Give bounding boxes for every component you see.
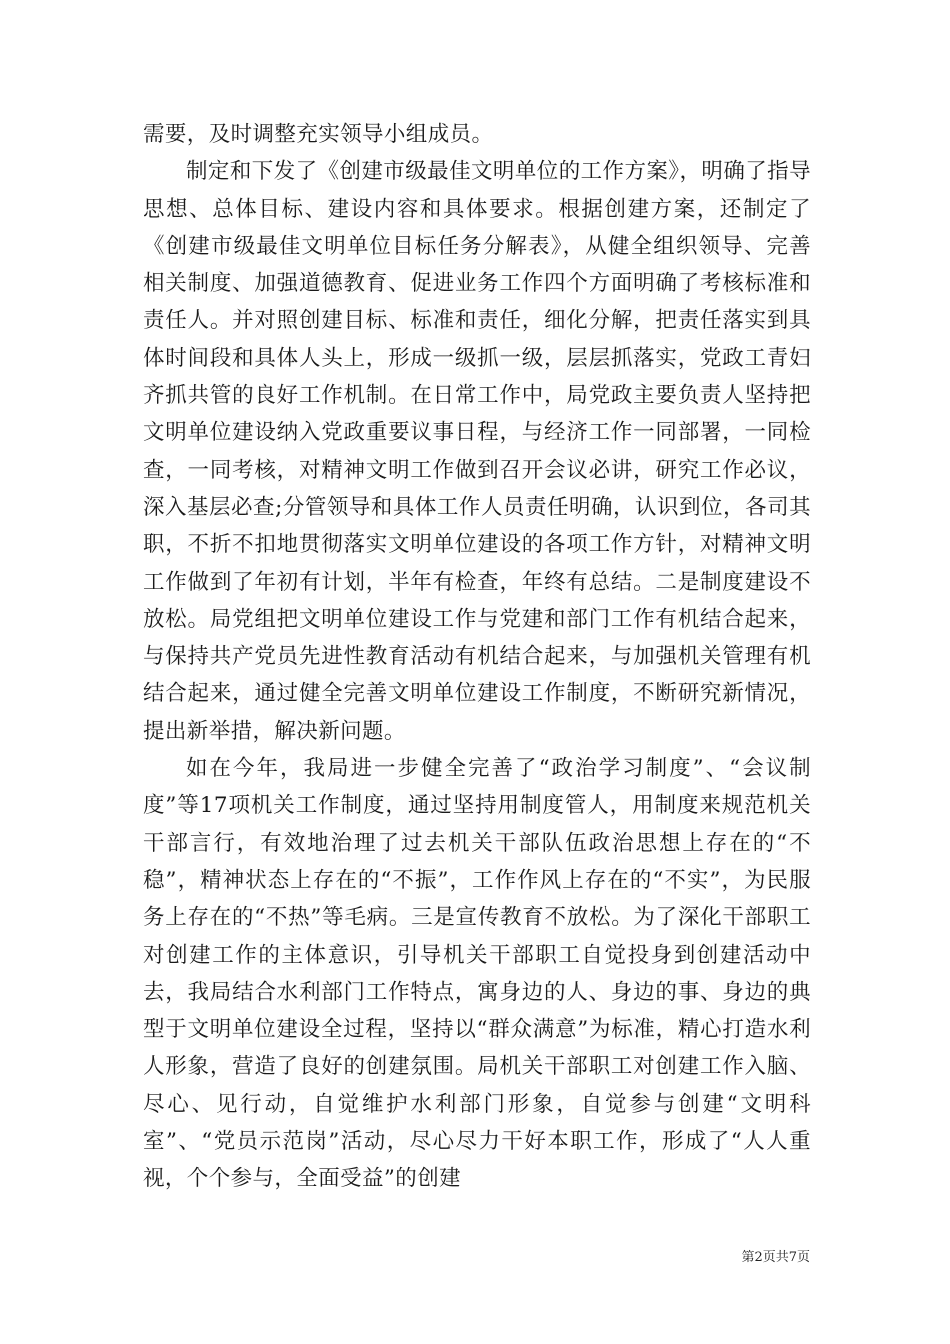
paragraph-3: 如在今年，我局进一步健全完善了“政治学习制度”、“会议制度”等17项机关工作制度，通过坚持用制度管人，用制度来规范机关干部言行，有效地治理了过去机关干部队伍政治思想上存在的“不稳”，精神状态上存在的“不振”，工作作风上存在的“不实”，为民服务上存在的“不热”等毛病。三是宣传教育不放松。为了深化干部职工对创建工作的主体意识，引导机关干部职工自觉投身到创建活动中去，我局结合水利部门工作特点，寓身边的人、身边的事、身边的典型于文明单位建设全过程，坚持以“群众满意”为标准，精心打造水利人形象，营造了良好的创建氛围。局机关干部职工对创建工作入脑、尽心、见行动，自觉维护水利部门形象，自觉参与创建“文明科室”、“党员示范岗”活动，尽心尽力干好本职工作，形成了“人人重视，个个参与，全面受益”的创建 xyxy=(143,756,811,1192)
paragraph-1: 需要，及时调整充实领导小组成员。 xyxy=(143,122,494,147)
paragraph-2: 制定和下发了《创建市级最佳文明单位的工作方案》，明确了指导思想、总体目标、建设内容和具体要求。根据创建方案，还制定了《创建市级最佳文明单位目标任务分解表》，从健全组织领导、完善相关制度、加强道德教育、促进业务工作四个方面明确了考核标准和责任人。并对照创建目标、标准和责任，细化分解，把责任落实到具体时间段和具体人头上，形成一级抓一级，层层抓落实，党政工青妇齐抓共管的良好工作机制。在日常工作中，局党政主要负责人坚持把文明单位建设纳入党政重要议事日程，与经济工作一同部署，一同检查，一同考核，对精神文明工作做到召开会议必讲，研究工作必议，深入基层必查;分管领导和具体工作人员责任明确，认识到位，各司其职，不折不扣地贯彻落实文明单位建设的各项工作方针，对精神文明工作做到了年初有计划，半年有检查，年终有总结。二是制度建设不放松。局党组把文明单位建设工作与党建和部门工作有机结合起来，与保持共产党员先进性教育活动有机结合起来，与加强机关管理有机结合起来，通过健全完善文明单位建设工作制度，不断研究新情况，提出新举措，解决新问题。 xyxy=(143,159,811,744)
document-body xyxy=(143,116,811,1198)
page-number-footer: 第2页共7页 xyxy=(741,1250,810,1265)
